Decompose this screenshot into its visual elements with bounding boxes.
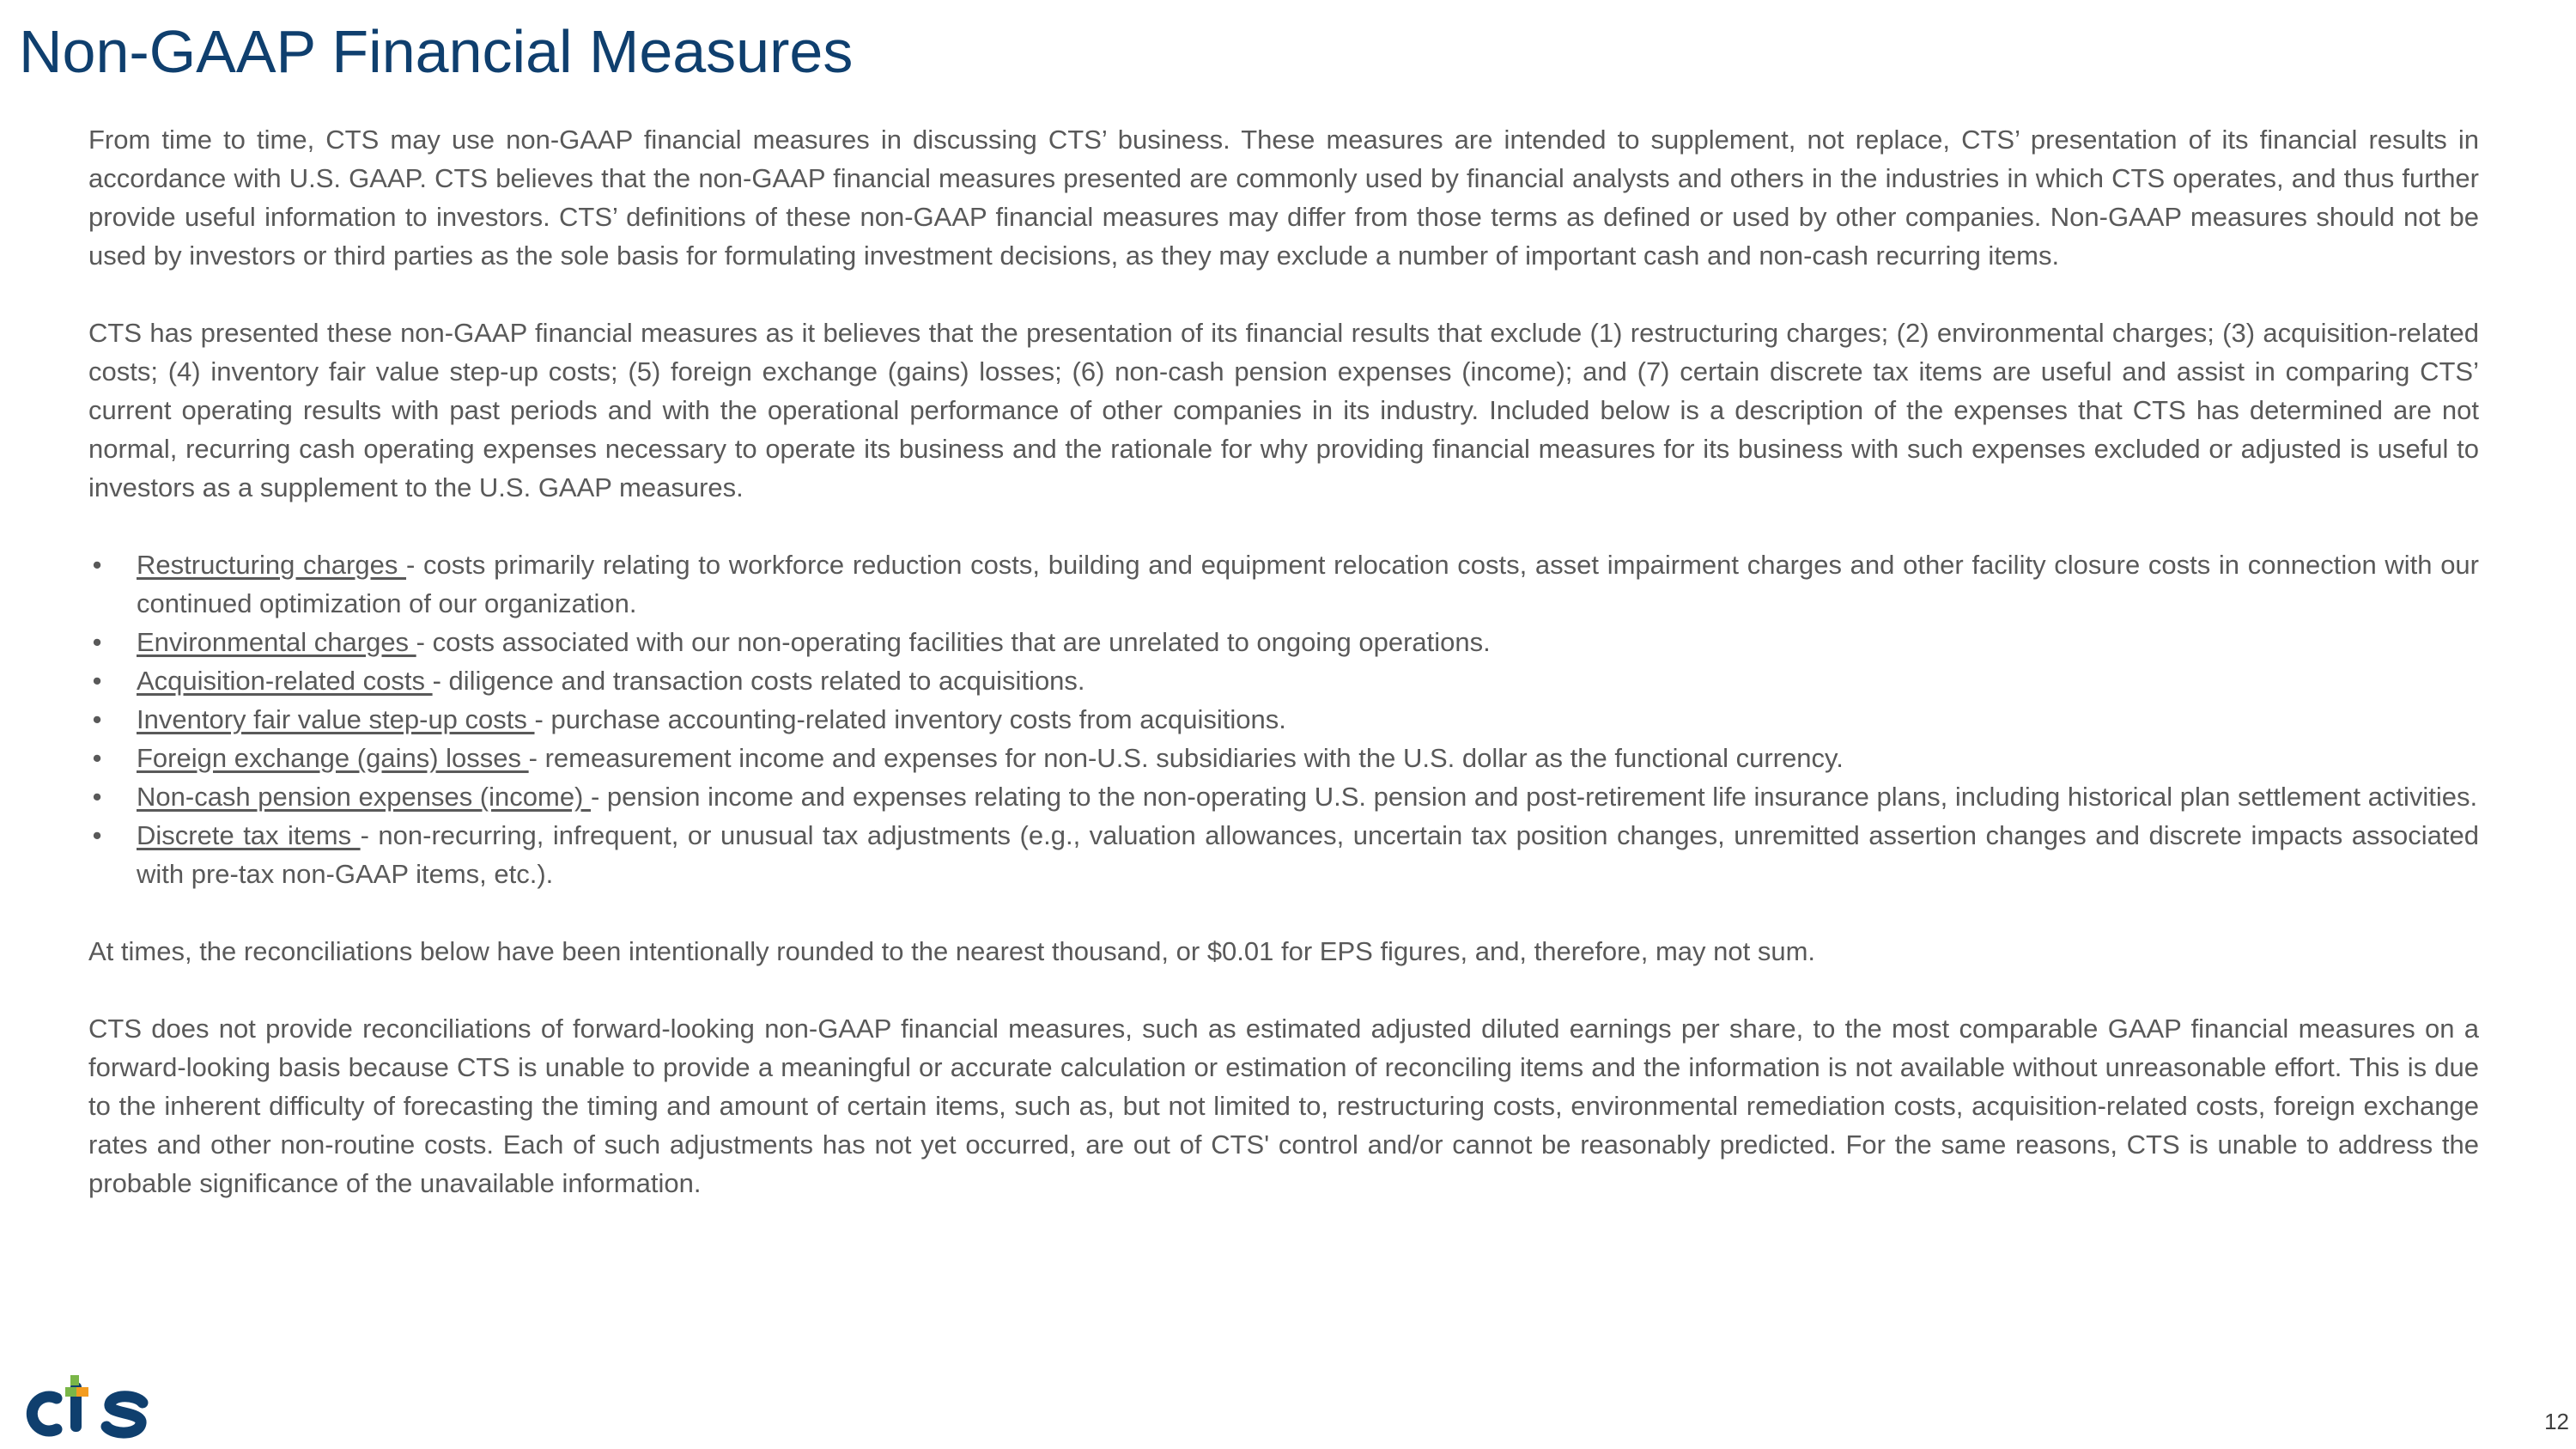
term-acquisition-related-costs: Acquisition-related costs bbox=[137, 666, 433, 696]
adjustment-definitions-list bbox=[88, 545, 2479, 893]
definition-text: - purchase accounting-related inventory costs from acquisitions. bbox=[534, 704, 1286, 734]
bullet-icon: • bbox=[92, 743, 102, 773]
list-item bbox=[88, 777, 2479, 816]
forward-looking-paragraph: CTS does not provide reconciliations of forward-looking non-GAAP financial measures, such as estimated adjusted diluted earnings per share, to the most comparable GAAP financial measures on a forward-looking basis because CTS is unable to provide a meaningful or accurate calculation or estimation of reconciling items and the information is not available without unreasonable effort. This is due to the inherent difficulty of forecasting the timing and amount of certain items, such as, but not limited to, restructuring costs, environmental remediation costs, acquisition-related costs, foreign exchange rates and other non-routine costs. Each of such adjustments has not yet occurred, are out of CTS' control and/or cannot be reasonably predicted. For the same reasons, CTS is unable to address the probable significance of the unavailable information. bbox=[88, 1014, 2479, 1198]
rationale-paragraph: CTS has presented these non-GAAP financial measures as it believes that the presentation of its financial results that exclude (1) restructuring charges; (2) environmental charges; (3) acquisition-related costs; (4) inventory fair value step-up costs; (5) foreign exchange (gains) losses; (6) non-cash pension expenses (income); and (7) certain discrete tax items are useful and assist in comparing CTS’ current operating results with past periods and with the operational performance of other companies in its industry. Included below is a description of the expenses that CTS has determined are not normal, recurring cash operating expenses necessary to operate its business and the rationale for why providing financial measures for its business with such expenses excluded or adjusted is useful to investors as a supplement to the U.S. GAAP measures. bbox=[88, 318, 2479, 502]
term-non-cash-pension: Non-cash pension expenses (income) bbox=[137, 782, 591, 812]
definition-text: - diligence and transaction costs related to acquisitions. bbox=[432, 666, 1085, 696]
slide-title: Non-GAAP Financial Measures bbox=[19, 18, 854, 85]
definition-text: - costs associated with our non-operating facilities that are unrelated to ongoing operations. bbox=[416, 627, 1491, 657]
logo-accent-orange bbox=[76, 1387, 88, 1397]
logo-accent-green bbox=[65, 1387, 76, 1397]
definition-text: - costs primarily relating to workforce reduction costs, building and equipment relocation costs, asset impairment charges and other facility closure costs in connection with our continued optimization of our organization. bbox=[137, 550, 2479, 618]
definition-text: - remeasurement income and expenses for non-U.S. subsidiaries with the U.S. dollar as the functional currency. bbox=[528, 743, 1844, 773]
term-discrete-tax-items: Discrete tax items bbox=[137, 820, 361, 850]
bullet-icon: • bbox=[92, 550, 102, 580]
definition-text: - non-recurring, infrequent, or unusual tax adjustments (e.g., valuation allowances, uncertain tax position changes, unremitted assertion changes and discrete impacts associated with pre-tax non-GAAP items, etc.). bbox=[137, 820, 2479, 889]
list-item bbox=[88, 700, 2479, 739]
term-restructuring-charges: Restructuring charges bbox=[137, 550, 407, 580]
bullet-icon: • bbox=[92, 704, 102, 734]
logo-accent-green-top bbox=[70, 1375, 79, 1385]
term-environmental-charges: Environmental charges bbox=[137, 627, 416, 657]
list-item bbox=[88, 816, 2479, 893]
term-foreign-exchange: Foreign exchange (gains) losses bbox=[137, 743, 529, 773]
bullet-icon: • bbox=[92, 666, 102, 696]
slide-body bbox=[88, 120, 2479, 1241]
list-item bbox=[88, 623, 2479, 661]
page-number: 12 bbox=[2544, 1409, 2569, 1434]
rounding-note: At times, the reconciliations below have been intentionally rounded to the nearest thousand, or $0.01 for EPS figures, and, therefore, may not sum. bbox=[88, 936, 1816, 966]
list-item bbox=[88, 545, 2479, 623]
term-inventory-step-up-costs: Inventory fair value step-up costs bbox=[137, 704, 535, 734]
intro-paragraph: From time to time, CTS may use non-GAAP financial measures in discussing CTS’ business. These measures are intended to supplement, not replace, CTS’ presentation of its financial results in accordance with U.S. GAAP. CTS believes that the non-GAAP financial measures presented are commonly used by financial analysts and others in the industries in which CTS operates, and thus further provide useful information to investors. CTS’ definitions of these non-GAAP financial measures may differ from those terms as defined or used by other companies. Non-GAAP measures should not be used by investors or third parties as the sole basis for formulating investment decisions, as they may exclude a number of important cash and non-cash recurring items. bbox=[88, 125, 2479, 271]
list-item bbox=[88, 661, 2479, 700]
cts-logo bbox=[15, 1361, 153, 1443]
logo-letter-c bbox=[32, 1397, 57, 1431]
bullet-icon: • bbox=[92, 627, 102, 657]
logo-letter-s bbox=[106, 1397, 143, 1433]
list-item bbox=[88, 739, 2479, 777]
bullet-icon: • bbox=[92, 820, 102, 850]
definition-text: - pension income and expenses relating to the non-operating U.S. pension and post-retirement life insurance plans, including historical plan settlement activities. bbox=[591, 782, 2478, 812]
bullet-icon: • bbox=[92, 782, 102, 812]
